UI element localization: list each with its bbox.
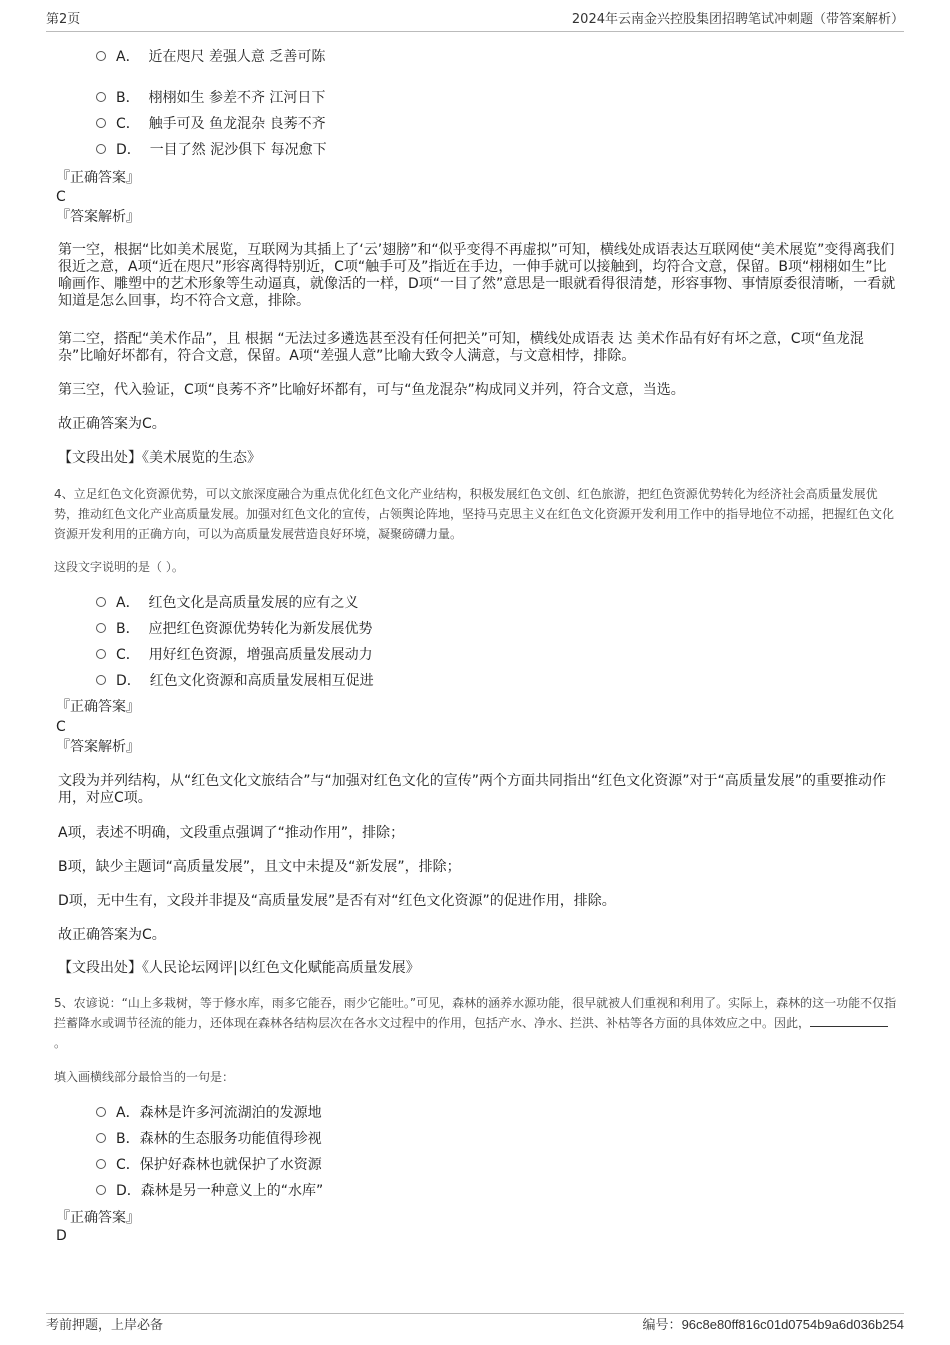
document-title: 2024年云南金兴控股集团招聘笔试冲刺题（带答案解析）: [571, 12, 904, 27]
q4-analysis-paragraph-2: A项，表述不明确，文段重点强调了“推动作用”，排除；: [58, 825, 405, 841]
q3-option-b[interactable]: B． 栩栩如生 参差不齐 江河日下: [96, 88, 325, 108]
q4-stem: 4、立足红色文化资源优势，可以文旅深度融合为重点优化红色文化产业结构，积极发展红色文创、红色旅游，把红色资源优势转化为经济社会高质量发展优势，推动红色文化产业高质量发展。加强对红色文化的宣传，占领舆论阵地，坚持马克思主义在红色文化资源开发利用工作中的指导地位不动摇，把握红色文化资源开发利用的正确方向，可以为高质量发展营造良好环境，凝聚磅礴力量。: [54, 487, 895, 541]
q4-correct-answer: C: [56, 719, 66, 735]
radio-icon[interactable]: [96, 1133, 106, 1143]
q4-prompt: 这段文字说明的是（ ）。: [54, 560, 184, 574]
q4-analysis-paragraph-3: B项，缺少主题词“高质量发展”，且文中未提及“新发展”，排除；: [58, 859, 461, 875]
q3-source: 【文段出处】《美术展览的生态》: [58, 450, 261, 466]
q5-stem: 5、农谚说：“山上多栽树，等于修水库，雨多它能吞，雨少它能吐。”可见，森林的涵养水源功能，很早就被人们重视和利用了。实际上，森林的这一功能不仅指拦蓄降水或调节径流的能力，还体现在森林各结构层次在各水文过程中的作用，包括产水、净水、拦洪、补枯等各方面的具体效应之中。因此，。: [54, 996, 897, 1050]
q3-option-d[interactable]: D． 一目了然 泥沙俱下 每况愈下: [96, 140, 327, 160]
radio-icon[interactable]: [96, 92, 106, 102]
q5-option-a[interactable]: A．森林是许多河流湖泊的发源地: [96, 1103, 322, 1123]
q4-option-b[interactable]: B． 应把红色资源优势转化为新发展优势: [96, 619, 373, 639]
q3-analysis-paragraph-2: 第二空，搭配“美术作品”，且 根据 “无法过多遴选甚至没有任何把关”可知，横线处成语表 达 美术作品有好有坏之意，C项“鱼龙混杂”比喻好坏都有，符合文意，保留。A项“差强人意”比喻大致令人满意，与文意相悖，排除。: [58, 331, 864, 364]
q4-option-c[interactable]: C． 用好红色资源，增强高质量发展动力: [96, 645, 373, 665]
q5-prompt: 填入画横线部分最恰当的一句是：: [54, 1070, 235, 1084]
q5-correct-answer: D: [56, 1228, 67, 1244]
q3-option-a[interactable]: A． 近在咫尺 差强人意 乏善可陈: [96, 47, 325, 67]
q4-option-d[interactable]: D． 红色文化资源和高质量发展相互促进: [96, 671, 374, 691]
q3-analysis-paragraph-4: 故正确答案为C。: [58, 416, 166, 432]
q5-option-d[interactable]: D．森林是另一种意义上的“水库”: [96, 1181, 323, 1201]
radio-icon[interactable]: [96, 51, 106, 61]
radio-icon[interactable]: [96, 118, 106, 128]
q4-option-a[interactable]: A． 红色文化是高质量发展的应有之义: [96, 593, 358, 613]
q4-source: 【文段出处】《人民论坛网评|以红色文化赋能高质量发展》: [58, 960, 420, 976]
footer-slogan: 考前押题，上岸必备: [46, 1318, 164, 1333]
q3-option-c[interactable]: C． 触手可及 鱼龙混杂 良莠不齐: [96, 114, 326, 134]
q3-correct-answer: C: [56, 189, 66, 205]
q5-option-c[interactable]: C．保护好森林也就保护了水资源: [96, 1155, 322, 1175]
radio-icon[interactable]: [96, 144, 106, 154]
header-divider: [46, 31, 904, 32]
radio-icon[interactable]: [96, 1107, 106, 1117]
q5-option-b[interactable]: B．森林的生态服务功能值得珍视: [96, 1129, 322, 1149]
radio-icon[interactable]: [96, 623, 106, 633]
q3-correct-label: 『正确答案』: [56, 170, 140, 186]
radio-icon[interactable]: [96, 1185, 106, 1195]
q4-analysis-paragraph-1: 文段为并列结构，从“红色文化文旅结合”与“加强对红色文化的宣传”两个方面共同指出“红色文化资源”对于“高质量发展”的重要推动作用，对应C项。: [58, 773, 887, 806]
radio-icon[interactable]: [96, 1159, 106, 1169]
radio-icon[interactable]: [96, 649, 106, 659]
q3-analysis-paragraph-3: 第三空，代入验证，C项“良莠不齐”比喻好坏都有，可与“鱼龙混杂”构成同义并列，符合文意，当选。: [58, 382, 685, 398]
answer-blank[interactable]: [810, 1014, 888, 1027]
q4-correct-label: 『正确答案』: [56, 699, 140, 715]
page-number: 第2页: [46, 12, 81, 27]
radio-icon[interactable]: [96, 597, 106, 607]
q4-analysis-label: 『答案解析』: [56, 739, 140, 755]
q5-correct-label: 『正确答案』: [56, 1210, 140, 1226]
q3-analysis-paragraph-1: 第一空，根据“比如美术展览，互联网为其插上了‘云’翅膀”和“似乎变得不再虚拟”可知，横线处成语表达互联网使“美术展览”变得离我们很近之意，A项“近在咫尺”形容离得特别近，C项“触手可及”指近在手边，一伸手就可以接触到，均符合文意，保留。B项“栩栩如生”比喻画作、雕塑中的艺术形象等生动逼真，就像活的一样，D项“一目了然”意思是一眼就看得很清楚，形容事物、事情原委很清晰，一看就知道是怎么回事，均不符合文意，排除。: [58, 242, 896, 309]
q3-analysis-label: 『答案解析』: [56, 209, 140, 225]
q4-analysis-paragraph-5: 故正确答案为C。: [58, 927, 166, 943]
radio-icon[interactable]: [96, 675, 106, 685]
q4-analysis-paragraph-4: D项，无中生有，文段并非提及“高质量发展”是否有对“红色文化资源”的促进作用，排除。: [58, 893, 616, 909]
footer-code: 编号：96c8e80ff816c01d0754b9a6d036b254: [642, 1317, 904, 1333]
